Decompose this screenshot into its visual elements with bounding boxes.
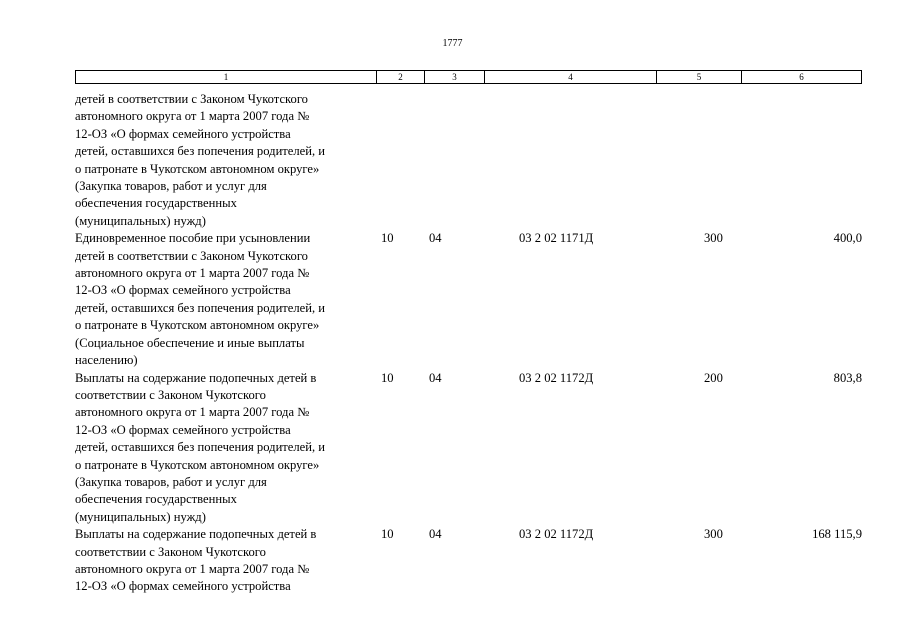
table-row	[75, 526, 862, 596]
table-header	[75, 70, 862, 84]
column-header-5: 5	[657, 71, 742, 83]
row-expense-type: 300	[704, 527, 723, 542]
table-body	[75, 91, 862, 596]
row-description: Единовременное пособие при усыновлении детей в соответствии с Законом Чукотского автономного округа от 1 марта 2007 года № 12-ОЗ «О формах семейного устройства детей, оставшихся без попечения родителей, и о патронате в Чукотском автономном округе» (Социальное обеспечение и иные выплаты населению)	[75, 231, 326, 368]
row-section: 10	[381, 527, 394, 542]
row-subsection: 04	[429, 370, 442, 385]
column-header-1: 1	[76, 71, 377, 83]
table-row	[75, 370, 862, 527]
row-description: Выплаты на содержание подопечных детей в соответствии с Законом Чукотского автономного округа от 1 марта 2007 года № 12-ОЗ «О формах семейного устройства	[75, 527, 317, 594]
row-amount: 803,8	[833, 370, 862, 385]
column-header-2: 2	[377, 71, 425, 83]
table-row	[75, 91, 862, 230]
page-number: 1777	[442, 38, 463, 49]
row-target-code: 03 2 02 1172Д	[519, 370, 594, 385]
row-subsection: 04	[429, 231, 442, 246]
column-header-3: 3	[425, 71, 485, 83]
row-description: детей в соответствии с Законом Чукотского автономного округа от 1 марта 2007 года № 12-ОЗ «О формах семейного устройства детей, оставшихся без попечения родителей, и о патронате в Чукотском автономном округе» (Закупка товаров, работ и услуг для обеспечения государственных (муниципальных) нужд)	[75, 92, 326, 228]
column-header-4: 4	[485, 71, 657, 83]
row-amount: 168 115,9	[812, 527, 862, 542]
row-description: Выплаты на содержание подопечных детей в соответствии с Законом Чукотского автономного округа от 1 марта 2007 года № 12-ОЗ «О формах семейного устройства детей, оставшихся без попечения родителей, и о патронате в Чукотском автономном округе» (Закупка товаров, работ и услуг для обеспечения государственных (муниципальных) нужд)	[75, 370, 326, 524]
row-expense-type: 300	[704, 231, 723, 246]
row-target-code: 03 2 02 1172Д	[519, 527, 594, 542]
row-expense-type: 200	[704, 370, 723, 385]
row-subsection: 04	[429, 527, 442, 542]
row-section: 10	[381, 231, 394, 246]
column-header-6: 6	[799, 72, 804, 82]
table-row	[75, 230, 862, 369]
row-target-code: 03 2 02 1171Д	[519, 231, 594, 246]
row-section: 10	[381, 370, 394, 385]
row-amount: 400,0	[833, 231, 862, 246]
